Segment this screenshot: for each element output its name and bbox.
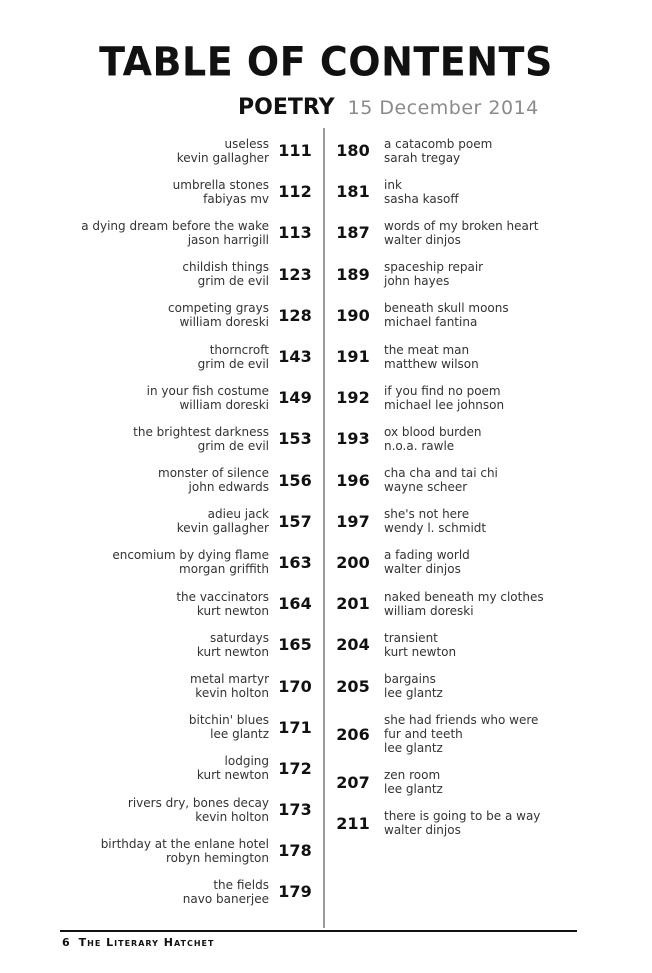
toc-entry[interactable] — [333, 665, 593, 706]
entry-page: 112 — [278, 182, 312, 202]
toc-entry[interactable] — [333, 624, 593, 665]
entry-title: encomium by dying flame — [112, 548, 269, 563]
toc-entry[interactable] — [333, 501, 593, 542]
entry-author: lee glantz — [210, 727, 269, 742]
entry-title: bargains — [384, 672, 436, 687]
entry-author: john hayes — [384, 274, 450, 289]
entry-author: grim de evil — [197, 356, 269, 371]
entry-title: if you find no poem — [384, 383, 501, 398]
entry-page: 143 — [278, 347, 312, 367]
entry-page: 191 — [336, 347, 370, 367]
toc-right-column — [333, 130, 593, 844]
entry-title-line1: she had friends who were — [384, 713, 539, 728]
entry-page: 197 — [336, 511, 370, 531]
entry-page: 205 — [336, 676, 370, 696]
entry-author: walter dinjos — [384, 562, 461, 577]
entry-title: thorncroft — [209, 342, 269, 357]
toc-entry[interactable] — [333, 212, 593, 253]
entry-author: kevin holton — [195, 686, 269, 701]
entry-title: childish things — [182, 260, 269, 275]
toc-entry[interactable] — [333, 336, 593, 377]
entry-author: kurt newton — [196, 644, 269, 659]
toc-entry[interactable] — [333, 295, 593, 336]
entry-author: walter dinjos — [384, 823, 461, 838]
entry-page: 187 — [336, 223, 370, 243]
entry-title: rivers dry, bones decay — [127, 795, 269, 810]
footer — [62, 936, 214, 949]
entry-page: 156 — [278, 470, 312, 490]
toc-entry[interactable] — [333, 418, 593, 459]
entry-author: michael fantina — [384, 315, 478, 330]
footer-publication: The Literary Hatchet — [78, 936, 215, 949]
entry-title: birthday at the enlane hotel — [100, 836, 269, 851]
toc-entry[interactable] — [60, 665, 315, 706]
entry-page: 165 — [278, 635, 312, 655]
page-title: TABLE OF CONTENTS — [99, 38, 553, 86]
toc-entry[interactable] — [60, 542, 315, 583]
entry-page: 192 — [336, 388, 370, 408]
entry-title: spaceship repair — [384, 260, 484, 275]
toc-entry[interactable] — [60, 254, 315, 295]
entry-author: grim de evil — [197, 438, 269, 453]
entry-page: 111 — [278, 141, 312, 161]
entry-page: 189 — [336, 264, 370, 284]
toc-entry[interactable] — [333, 130, 593, 171]
entry-author: wendy l. schmidt — [384, 521, 487, 536]
entry-title: zen room — [384, 768, 441, 783]
entry-title: metal martyr — [190, 672, 269, 687]
entry-author: sasha kasoff — [384, 191, 459, 206]
toc-entry[interactable] — [60, 871, 315, 912]
entry-page: 170 — [278, 676, 312, 696]
entry-title: monster of silence — [158, 466, 269, 481]
toc-entry[interactable] — [60, 295, 315, 336]
entry-author: n.o.a. rawle — [384, 438, 455, 453]
toc-entry[interactable] — [333, 254, 593, 295]
entry-title: adieu jack — [207, 507, 269, 522]
toc-entry[interactable] — [60, 418, 315, 459]
toc-entry[interactable] — [60, 212, 315, 253]
entry-title: beneath skull moons — [384, 301, 509, 316]
toc-left-column — [60, 130, 315, 913]
entry-author: fabiyas mv — [203, 191, 269, 206]
entry-page: 164 — [278, 594, 312, 614]
section-label: POETRY — [238, 95, 335, 120]
toc-entry[interactable] — [60, 130, 315, 171]
toc-entry[interactable] — [60, 830, 315, 871]
entry-author: jason harrigill — [187, 232, 269, 247]
entry-author: sarah tregay — [384, 150, 461, 165]
entry-author: kurt newton — [196, 603, 269, 618]
entry-title: competing grays — [168, 301, 269, 316]
entry-author: morgan griffith — [179, 562, 269, 577]
entry-title: words of my broken heart — [384, 218, 539, 233]
entry-title: she's not here — [384, 507, 470, 522]
entry-author: kurt newton — [384, 644, 457, 659]
entry-title: the brightest darkness — [133, 424, 269, 439]
entry-title: the meat man — [384, 342, 470, 357]
entry-page: 173 — [278, 800, 312, 820]
entry-title: naked beneath my clothes — [384, 589, 544, 604]
entry-title: umbrella stones — [172, 177, 269, 192]
entry-title: lodging — [224, 754, 269, 769]
entry-title: in your fish costume — [146, 383, 269, 398]
entry-title: ox blood burden — [384, 424, 482, 439]
entry-title: a catacomb poem — [384, 136, 493, 151]
entry-page: 149 — [278, 388, 312, 408]
entry-author: michael lee johnson — [384, 397, 505, 412]
entry-author: kevin gallagher — [176, 150, 269, 165]
toc-entry[interactable] — [60, 336, 315, 377]
entry-author: walter dinjos — [384, 232, 461, 247]
entry-title: a dying dream before the wake — [81, 218, 269, 233]
toc-entry[interactable] — [333, 171, 593, 212]
entry-page: 181 — [336, 182, 370, 202]
toc-entry[interactable] — [60, 501, 315, 542]
entry-author: william doreski — [179, 315, 269, 330]
toc-entry[interactable] — [333, 707, 593, 762]
entry-page: 207 — [336, 772, 370, 792]
toc-entry[interactable] — [60, 789, 315, 830]
toc-entry[interactable] — [333, 542, 593, 583]
entry-page: 128 — [278, 305, 312, 325]
entry-title: the fields — [213, 877, 269, 892]
toc-entry[interactable] — [60, 583, 315, 624]
toc-entry[interactable] — [60, 460, 315, 501]
entry-author: kevin holton — [195, 809, 269, 824]
toc-entry[interactable] — [333, 762, 593, 803]
entry-page: 201 — [336, 594, 370, 614]
toc-entry[interactable] — [60, 171, 315, 212]
entry-author: kurt newton — [196, 768, 269, 783]
entry-page: 196 — [336, 470, 370, 490]
toc-entry[interactable] — [60, 707, 315, 748]
entry-page: 157 — [278, 511, 312, 531]
entry-author: grim de evil — [197, 274, 269, 289]
toc-entry[interactable] — [333, 803, 593, 844]
column-divider — [323, 128, 325, 928]
toc-entry[interactable] — [60, 624, 315, 665]
entry-page: 211 — [336, 813, 370, 833]
entry-page: 153 — [278, 429, 312, 449]
toc-entry[interactable] — [333, 460, 593, 501]
entry-page: 163 — [278, 552, 312, 572]
entry-title: a fading world — [384, 548, 470, 563]
entry-title: cha cha and tai chi — [384, 466, 498, 481]
entry-author: lee glantz — [384, 686, 443, 701]
subheading — [238, 95, 539, 120]
entry-page: 113 — [278, 223, 312, 243]
entry-title: there is going to be a way — [384, 809, 541, 824]
entry-author: john edwards — [188, 480, 269, 495]
entry-page: 178 — [278, 841, 312, 861]
entry-author: william doreski — [384, 603, 474, 618]
entry-page: 204 — [336, 635, 370, 655]
entry-title: useless — [224, 136, 269, 151]
toc-entry[interactable] — [333, 377, 593, 418]
entry-author: robyn hemington — [165, 850, 269, 865]
entry-title: saturdays — [210, 630, 269, 645]
entry-author: lee glantz — [384, 741, 443, 756]
footer-page-number: 6 — [62, 936, 71, 949]
entry-page: 200 — [336, 552, 370, 572]
toc-entry[interactable] — [60, 377, 315, 418]
toc-entry[interactable] — [60, 748, 315, 789]
entry-page: 180 — [336, 141, 370, 161]
entry-author: navo banerjee — [182, 891, 269, 906]
entry-author: wayne scheer — [384, 480, 468, 495]
toc-entry[interactable] — [333, 583, 593, 624]
issue-date: 15 December 2014 — [347, 97, 539, 119]
entry-title: the vaccinators — [176, 589, 269, 604]
entry-author: lee glantz — [384, 782, 443, 797]
entry-author: matthew wilson — [384, 356, 479, 371]
entry-title: bitchin' blues — [188, 713, 269, 728]
entry-page: 123 — [278, 264, 312, 284]
entry-page: 206 — [336, 724, 370, 744]
entry-title: ink — [384, 177, 402, 192]
entry-title-line2: fur and teeth — [384, 727, 463, 742]
entry-page: 190 — [336, 305, 370, 325]
entry-page: 171 — [278, 717, 312, 737]
entry-author: william doreski — [179, 397, 269, 412]
entry-page: 179 — [278, 882, 312, 902]
footer-rule — [60, 930, 577, 932]
entry-author: kevin gallagher — [176, 521, 269, 536]
entry-title: transient — [384, 630, 438, 645]
entry-page: 172 — [278, 758, 312, 778]
entry-page: 193 — [336, 429, 370, 449]
